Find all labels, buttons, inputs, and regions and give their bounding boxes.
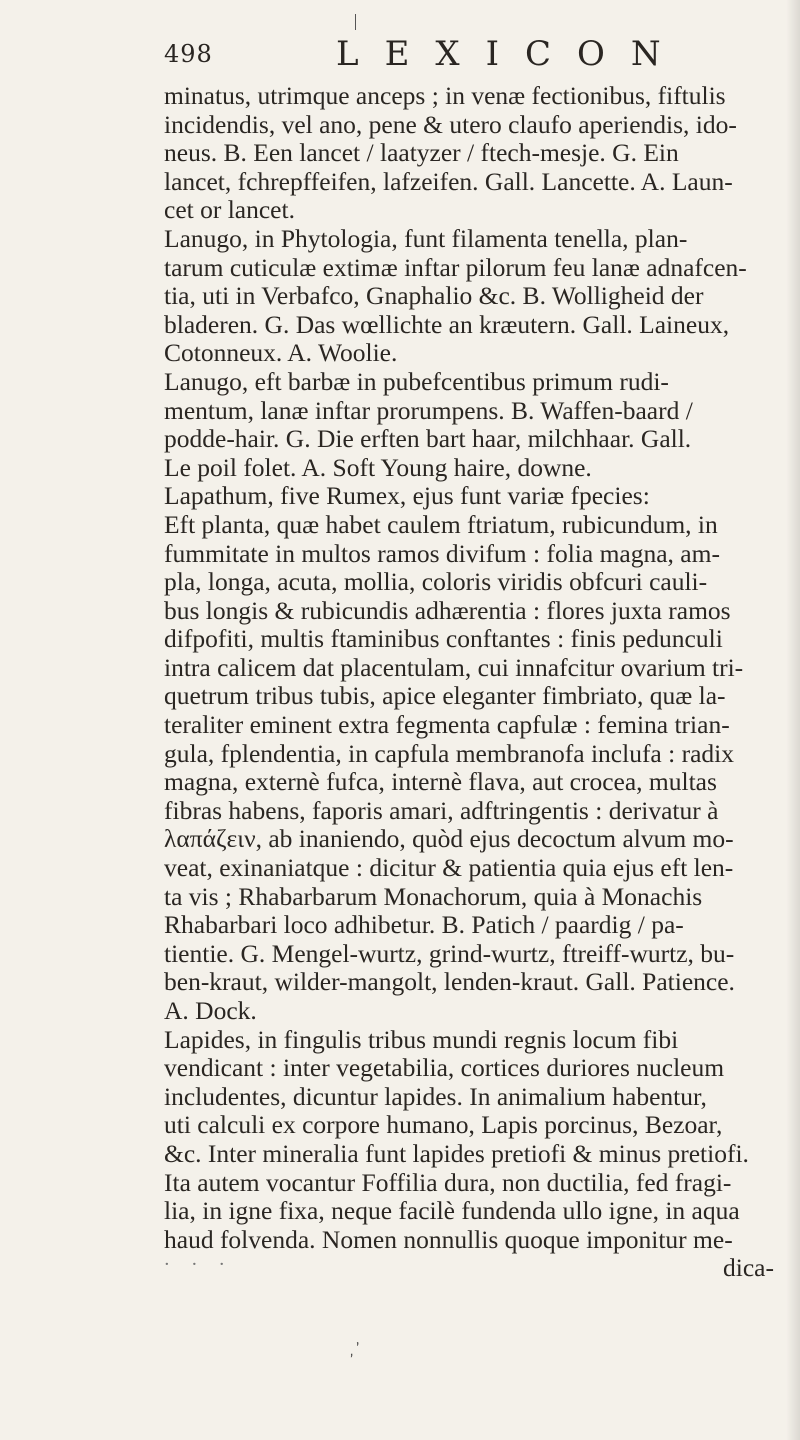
text-line: Le poil folet. A. Soft Young haire, downe. bbox=[164, 452, 592, 482]
text-line: ta vis ; Rhabarbarum Monachorum, quia à Monachis bbox=[164, 881, 703, 911]
text-line: &c. Inter mineralia funt lapides pretiofi & minus pretiofi. bbox=[164, 1138, 749, 1168]
stray-dots: · · · bbox=[164, 1254, 233, 1275]
text-line: magna, externè fufca, internè flava, aut crocea, multas bbox=[164, 767, 717, 797]
text-line: includentes, dicuntur lapides. In animalium habentur, bbox=[164, 1081, 707, 1111]
text-line: tia, uti in Verbafco, Gnaphalio &c. B. Wolligheid der bbox=[164, 281, 704, 311]
text-line: bladeren. G. Das wœllichte an kræutern. Gall. Laineux, bbox=[164, 309, 730, 339]
text-line: tientie. G. Mengel-wurtz, grind-wurtz, ftreiff-wurtz, bu- bbox=[164, 938, 735, 968]
text-line: lia, in igne fixa, neque facilè fundenda ullo igne, in aqua bbox=[164, 1196, 740, 1226]
text-line: lancet, fchrepffeifen, lafzeifen. Gall. Lancette. A. Laun- bbox=[164, 166, 733, 196]
text-line: Ita autem vocantur Foffilia dura, non ductilia, fed fragi- bbox=[164, 1167, 732, 1197]
text-line: incidendis, vel ano, pene & utero claufo aperiendis, ido- bbox=[164, 109, 737, 139]
text-line: fummitate in multos ramos divifum : folia magna, am- bbox=[164, 538, 720, 568]
page-number: 498 bbox=[164, 40, 213, 68]
text-line: uti calculi ex corpore humano, Lapis porcinus, Bezoar, bbox=[164, 1110, 723, 1140]
text-line: vendicant : inter vegetabilia, cortices duriores nucleum bbox=[164, 1053, 725, 1083]
text-line: gula, fplendentia, in capfula membranofa inclufa : radix bbox=[164, 738, 734, 768]
text-line: intra calicem dat placentulam, cui innafcitur ovarium tri- bbox=[164, 652, 744, 682]
text-line: difpofiti, multis ftaminibus conftantes : finis pedunculi bbox=[164, 624, 723, 654]
text-line: neus. B. Een lancet / laatyzer / ftech-mesje. G. Ein bbox=[164, 138, 679, 168]
text-line: haud folvenda. Nomen nonnullis quoque imponitur me- bbox=[164, 1224, 733, 1254]
text-line: Lapides, in fingulis tribus mundi regnis locum fibi bbox=[164, 1024, 679, 1054]
text-line: Lanugo, eft barbæ in pubefcentibus primum rudi- bbox=[164, 366, 669, 396]
text-line: Cotonneux. A. Woolie. bbox=[164, 338, 398, 368]
text-line: λαπάζειν, ab inaniendo, quòd ejus decoctum alvum mo- bbox=[164, 824, 734, 854]
text-line: ben-kraut, wilder-mangolt, lenden-kraut. Gall. Patience. bbox=[164, 967, 735, 997]
text-line: Lapathum, five Rumex, ejus funt variæ fpecies: bbox=[164, 481, 650, 511]
page-edge-shadow bbox=[786, 0, 800, 1440]
running-head: LEXICON bbox=[336, 34, 687, 74]
catchword: dica- bbox=[723, 1253, 774, 1283]
text-line: fibras habens, faporis amari, adftringentis : derivatur à bbox=[164, 795, 719, 825]
text-line: bus longis & rubicundis adhærentia : flores juxta ramos bbox=[164, 595, 731, 625]
text-line: pla, longa, acuta, mollia, coloris viridis obfcuri cauli- bbox=[164, 567, 708, 597]
text-line: Eft planta, quæ habet caulem ftriatum, rubicundum, in bbox=[164, 509, 718, 539]
text-line: mentum, lanæ inftar prorumpens. B. Waffen-baard / bbox=[164, 395, 693, 425]
text-line: tarum cuticulæ extimæ inftar pilorum feu lanæ adnafcen- bbox=[164, 252, 747, 282]
text-line: Rhabarbari loco adhibetur. B. Patich / paardig / pa- bbox=[164, 910, 684, 940]
top-tick-mark bbox=[355, 14, 356, 30]
ink-mark: , ʼ bbox=[345, 1340, 364, 1360]
text-line: quetrum tribus tubis, apice eleganter fimbriato, quæ la- bbox=[164, 681, 726, 711]
text-line: cet or lancet. bbox=[164, 195, 295, 225]
page-header bbox=[164, 34, 744, 78]
text-line: veat, exinaniatque : dicitur & patientia quia ejus eft len- bbox=[164, 853, 734, 883]
text-line: podde-hair. G. Die erften bart haar, milchhaar. Gall. bbox=[164, 424, 692, 454]
text-line: minatus, utrimque anceps ; in venæ fectionibus, fiftulis bbox=[164, 81, 726, 110]
text-line: A. Dock. bbox=[164, 996, 257, 1025]
text-line: Lanugo, in Phytologia, funt filamenta tenella, plan- bbox=[164, 223, 688, 253]
body-text bbox=[164, 82, 784, 1283]
text-line: teraliter eminent extra fegmenta capfulæ : femina trian- bbox=[164, 710, 730, 740]
